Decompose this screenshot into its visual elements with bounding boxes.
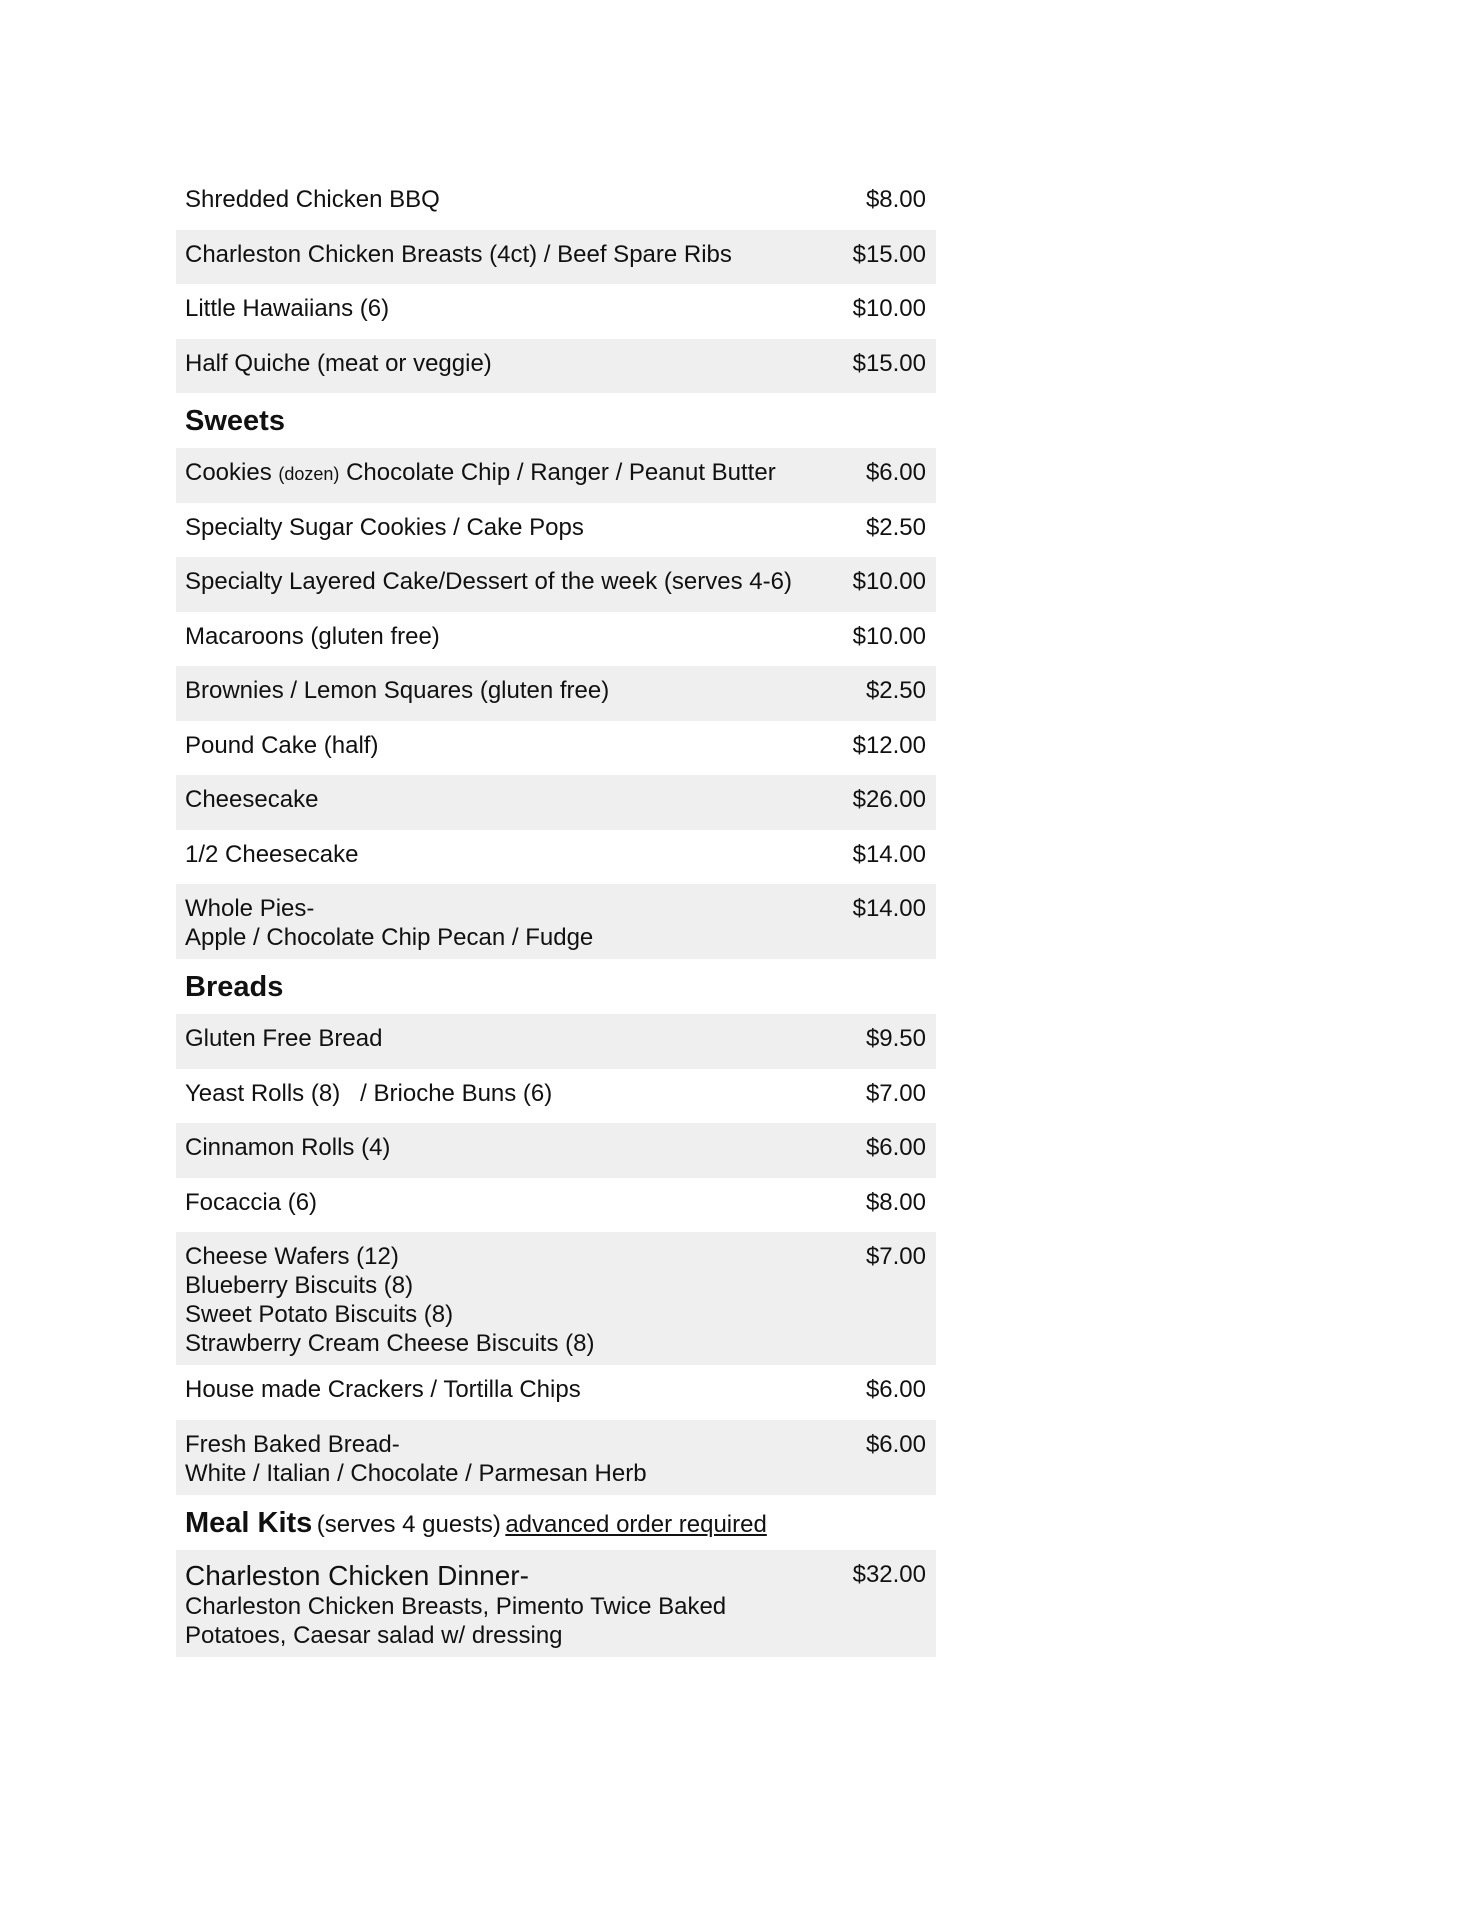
section-heading-sweets — [176, 393, 936, 448]
menu-item — [176, 721, 936, 776]
item-price: $8.00 — [865, 186, 926, 213]
item-price: $10.00 — [852, 295, 926, 322]
menu-item — [176, 1420, 936, 1495]
item-name: Brownies / Lemon Squares (gluten free) — [185, 677, 610, 704]
menu-item — [176, 830, 936, 885]
item-price: $15.00 — [852, 349, 926, 377]
section-heading-meal-kits — [176, 1495, 936, 1550]
item-price: $14.00 — [852, 895, 926, 922]
menu-item — [176, 612, 936, 667]
item-price: $32.00 — [852, 1560, 926, 1588]
item-price: $6.00 — [865, 459, 926, 486]
menu-item — [176, 557, 936, 612]
item-line: Sweet Potato Biscuits (8) — [185, 1301, 454, 1328]
item-price: $12.00 — [852, 731, 926, 759]
item-name: Cinnamon Rolls (4) — [185, 1134, 391, 1161]
item-price: $14.00 — [852, 840, 926, 868]
item-line: Fresh Baked Bread- — [185, 1430, 400, 1458]
item-price: $26.00 — [852, 786, 926, 813]
item-price: $7.00 — [865, 1243, 926, 1270]
item-name: Little Hawaiians (6) — [185, 295, 390, 322]
item-name — [185, 1430, 647, 1488]
item-title: Charleston Chicken Dinner- — [185, 1559, 529, 1591]
item-name: Cheesecake — [185, 786, 319, 813]
menu-item — [176, 1232, 936, 1365]
item-price: $6.00 — [865, 1376, 926, 1403]
item-name-part: Cookies — [185, 459, 272, 486]
item-price: $15.00 — [852, 240, 926, 268]
order-requirement: advanced order required — [505, 1510, 767, 1538]
menu-item — [176, 1178, 936, 1233]
item-price: $6.00 — [865, 1134, 926, 1161]
menu-item — [176, 1069, 936, 1124]
menu-item — [176, 175, 936, 230]
item-line: Apple / Chocolate Chip Pecan / Fudge — [185, 924, 594, 951]
item-name: Macaroons (gluten free) — [185, 622, 440, 650]
item-line: White / Italian / Chocolate / Parmesan Herb — [185, 1459, 647, 1487]
item-price: $2.50 — [865, 513, 926, 541]
item-line: Charleston Chicken Breasts, Pimento Twice Baked — [185, 1592, 727, 1620]
item-name: House made Crackers / Tortilla Chips — [185, 1376, 581, 1403]
item-price: $6.00 — [865, 1430, 926, 1458]
item-name: Shredded Chicken BBQ — [185, 186, 440, 213]
menu-item — [176, 1365, 936, 1420]
item-name — [185, 1560, 726, 1650]
section-title: Sweets — [185, 405, 285, 437]
item-name-part: Chocolate Chip / Ranger / Peanut Butter — [346, 459, 776, 486]
item-price: $2.50 — [865, 677, 926, 704]
item-price: $10.00 — [852, 568, 926, 595]
item-name: Charleston Chicken Breasts (4ct) / Beef Spare Ribs — [185, 240, 732, 268]
menu-item — [176, 775, 936, 830]
item-price: $7.00 — [865, 1079, 926, 1107]
menu-item — [176, 666, 936, 721]
section-title: Breads — [185, 971, 284, 1003]
item-name: 1/2 Cheesecake — [185, 840, 359, 868]
menu-item — [176, 1014, 936, 1069]
item-price: $8.00 — [865, 1188, 926, 1216]
item-name: Specialty Sugar Cookies / Cake Pops — [185, 513, 584, 541]
section-title: Meal Kits — [185, 1506, 313, 1539]
item-name — [185, 458, 776, 489]
menu-item — [176, 448, 936, 503]
section-note: (serves 4 guests) — [316, 1510, 501, 1538]
item-qualifier: (dozen) — [278, 464, 340, 484]
menu-item — [176, 503, 936, 558]
item-line: Blueberry Biscuits (8) — [185, 1272, 414, 1299]
menu-item — [176, 884, 936, 959]
menu-item — [176, 1123, 936, 1178]
item-name: Pound Cake (half) — [185, 731, 379, 759]
item-price: $10.00 — [852, 622, 926, 650]
item-line: Potatoes, Caesar salad w/ dressing — [185, 1621, 563, 1649]
menu-item — [176, 339, 936, 394]
menu-item — [176, 1550, 936, 1657]
item-name: Specialty Layered Cake/Dessert of the week (serves 4-6) — [185, 568, 792, 595]
item-line: Whole Pies- — [185, 895, 315, 922]
item-line: Strawberry Cream Cheese Biscuits (8) — [185, 1330, 595, 1357]
item-name — [185, 1242, 594, 1358]
menu — [176, 175, 936, 1657]
section-heading-breads — [176, 959, 936, 1014]
item-price: $9.50 — [865, 1025, 926, 1052]
item-name: Half Quiche (meat or veggie) — [185, 349, 492, 377]
item-name: Focaccia (6) — [185, 1188, 318, 1216]
item-line: Cheese Wafers (12) — [185, 1243, 399, 1270]
menu-item — [176, 284, 936, 339]
item-name: Gluten Free Bread — [185, 1025, 383, 1052]
menu-item — [176, 230, 936, 285]
item-name: Yeast Rolls (8) / Brioche Buns (6) — [185, 1079, 553, 1107]
item-name — [185, 894, 593, 952]
